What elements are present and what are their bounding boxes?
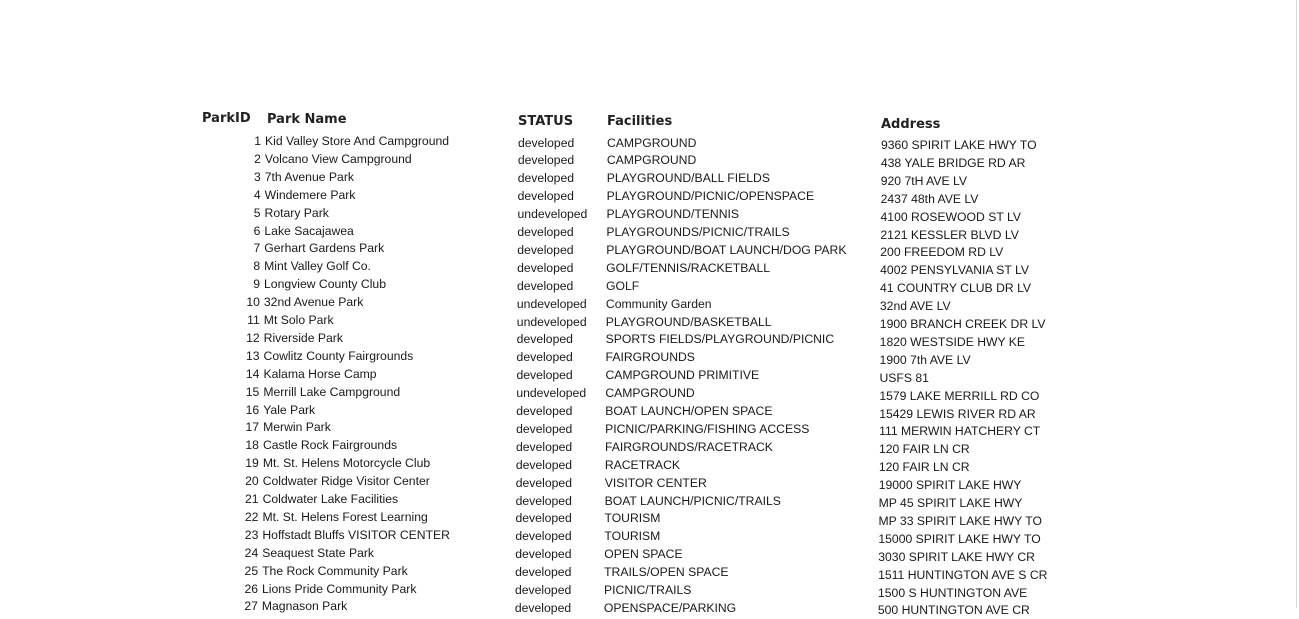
park-id-cell: 12 — [246, 330, 260, 345]
status-cell: undeveloped — [516, 296, 587, 311]
park-name-cell: Kid Valley Store And Campground — [265, 134, 450, 148]
park-name-cell: Lake Sacajawea — [264, 223, 354, 238]
park-id-cell: 11 — [247, 313, 260, 327]
park-id-cell: 21 — [245, 492, 259, 506]
table-row — [0, 222, 1299, 240]
table-row — [0, 275, 1299, 296]
address-cell: 120 FAIR LN CR — [878, 460, 970, 475]
table-row — [0, 597, 1299, 618]
facilities-cell: PICNIC/TRAILS — [604, 583, 692, 597]
address-cell: 500 HUNTINGTON AVE CR — [877, 603, 1030, 618]
facilities-cell: CAMPGROUND — [605, 386, 695, 401]
status-cell: developed — [516, 404, 573, 418]
park-name-cell: Rotary Park — [264, 205, 329, 220]
address-cell: 15429 LEWIS RIVER RD AR — [879, 406, 1036, 421]
status-cell: developed — [517, 260, 574, 275]
park-id-cell: 3 — [253, 169, 261, 184]
table-row — [0, 257, 1299, 278]
facilities-cell: FAIRGROUNDS — [605, 350, 695, 365]
status-cell: undeveloped — [517, 207, 588, 222]
address-cell: 438 YALE BRIDGE RD AR — [880, 155, 1026, 170]
facilities-cell: GOLF — [606, 278, 640, 293]
address-cell: 920 7tH AVE LV — [880, 173, 968, 188]
table-row — [0, 311, 1299, 329]
table-row — [0, 401, 1299, 419]
address-cell: 9360 SPIRIT LAKE HWY TO — [881, 138, 1037, 152]
address-cell: 120 FAIR LN CR — [878, 442, 970, 457]
facilities-cell: PICNIC/PARKING/FISHING ACCESS — [605, 421, 810, 436]
address-cell: MP 33 SPIRIT LAKE HWY TO — [878, 513, 1042, 528]
park-name-cell: Coldwater Lake Facilities — [262, 492, 399, 506]
table-row — [0, 239, 1299, 260]
table-row — [0, 436, 1299, 457]
facilities-cell: FAIRGROUNDS/RACETRACK — [604, 439, 773, 454]
table-row — [0, 472, 1299, 493]
park-name-cell: 32nd Avenue Park — [263, 295, 364, 310]
park-name-cell: Seaquest State Park — [262, 545, 375, 560]
status-cell: undeveloped — [516, 314, 587, 329]
status-cell: developed — [517, 225, 574, 239]
table-row — [0, 150, 1299, 168]
table-row — [0, 418, 1299, 439]
park-name-cell: The Rock Community Park — [262, 563, 408, 578]
park-id-cell: 4 — [253, 187, 261, 202]
status-cell: undeveloped — [516, 386, 587, 401]
facilities-cell: PLAYGROUNDS/PICNIC/TRAILS — [606, 225, 790, 239]
park-id-cell: 19 — [245, 456, 259, 471]
address-cell: 1820 WESTSIDE HWY KE — [879, 334, 1026, 349]
facilities-cell: CAMPGROUND — [606, 153, 697, 168]
status-cell: developed — [515, 511, 572, 526]
address-cell: 1579 LAKE MERRILL RD CO — [879, 388, 1040, 403]
facilities-cell: CAMPGROUND — [607, 135, 697, 150]
park-id-cell: 7 — [253, 241, 261, 256]
address-cell: 2121 KESSLER BLVD LV — [880, 227, 1019, 242]
park-name-cell: Windemere Park — [264, 187, 356, 202]
park-id-cell: 27 — [244, 599, 258, 614]
address-cell: 3030 SPIRIT LAKE HWY CR — [878, 549, 1035, 564]
address-cell: 15000 SPIRIT LAKE HWY TO — [878, 531, 1041, 546]
table-row — [0, 383, 1299, 401]
facilities-cell: TOURISM — [604, 511, 661, 526]
park-id-cell: 13 — [245, 348, 260, 363]
status-cell: developed — [516, 368, 573, 383]
status-cell: developed — [515, 475, 572, 490]
facilities-cell: RACETRACK — [604, 457, 680, 472]
facilities-cell: TRAILS/OPEN SPACE — [604, 565, 729, 580]
table-row — [0, 544, 1299, 562]
facilities-cell: GOLF/TENNIS/RACKETBALL — [606, 260, 771, 275]
header-address: Address — [881, 117, 941, 132]
facilities-cell: BOAT LAUNCH/OPEN SPACE — [605, 404, 773, 418]
park-id-cell: 14 — [245, 366, 260, 381]
table-row — [0, 508, 1299, 526]
address-cell: 1511 HUNTINGTON AVE S CR — [878, 567, 1048, 582]
park-name-cell: Mint Valley Golf Co. — [264, 259, 371, 274]
facilities-cell: PLAYGROUND/TENNIS — [606, 207, 740, 222]
park-name-cell: Mt Solo Park — [263, 313, 334, 327]
facilities-cell: SPORTS FIELDS/PLAYGROUND/PICNIC — [605, 332, 835, 347]
park-id-cell: 24 — [244, 545, 259, 560]
status-cell: developed — [517, 278, 574, 293]
park-name-cell: Magnason Park — [261, 599, 348, 614]
park-name-cell: Coldwater Ridge Visitor Center — [262, 474, 430, 489]
status-cell: developed — [515, 439, 573, 454]
park-name-cell: 7th Avenue Park — [264, 169, 354, 184]
park-id-cell: 1 — [254, 134, 261, 148]
park-id-cell: 15 — [245, 384, 260, 399]
table-row — [0, 526, 1299, 544]
park-name-cell: Merrill Lake Campground — [263, 384, 401, 399]
park-id-cell: 20 — [245, 474, 259, 489]
table-row — [0, 186, 1299, 204]
park-id-cell: 5 — [253, 205, 261, 220]
park-name-cell: Castle Rock Fairgrounds — [262, 438, 398, 453]
address-cell: 4002 PENSYLVANIA ST LV — [880, 263, 1029, 278]
park-name-cell: Riverside Park — [263, 330, 343, 345]
table-row — [0, 347, 1299, 365]
table-row — [0, 168, 1299, 186]
facilities-cell: PLAYGROUND/BALL FIELDS — [606, 171, 770, 186]
park-name-cell: Merwin Park — [263, 420, 331, 435]
facilities-cell: PLAYGROUND/BASKETBALL — [605, 314, 772, 329]
park-id-cell: 10 — [246, 295, 260, 310]
park-id-cell: 16 — [245, 402, 260, 417]
address-cell: USFS 81 — [879, 370, 929, 385]
facilities-cell: VISITOR CENTER — [604, 475, 707, 490]
park-id-cell: 26 — [244, 581, 258, 596]
park-name-cell: Yale Park — [263, 402, 316, 417]
park-id-cell: 18 — [245, 438, 259, 453]
facilities-cell: OPEN SPACE — [604, 547, 683, 562]
address-cell: 1900 7th AVE LV — [879, 352, 971, 367]
table-row — [0, 562, 1299, 580]
park-id-cell: 25 — [244, 563, 259, 578]
park-name-cell: Mt. St. Helens Forest Learning — [262, 509, 428, 524]
status-cell: developed — [517, 153, 575, 168]
address-cell: 1500 S HUNTINGTON AVE — [878, 585, 1028, 600]
park-name-cell: Lions Pride Community Park — [262, 581, 417, 596]
status-cell: developed — [516, 350, 573, 365]
park-name-cell: Gerhart Gardens Park — [264, 241, 385, 256]
address-cell: 4100 ROSEWOOD ST LV — [880, 209, 1021, 224]
park-name-cell: Longview County Club — [264, 277, 386, 292]
table-row — [0, 293, 1299, 314]
park-name-cell: Cowlitz County Fairgrounds — [263, 348, 414, 363]
address-cell: 2437 48th AVE LV — [880, 191, 979, 206]
park-name-cell: Mt. St. Helens Motorcycle Club — [262, 456, 431, 471]
address-cell: 32nd AVE LV — [879, 299, 951, 314]
header-status: STATUS — [518, 114, 574, 129]
park-id-cell: 23 — [244, 527, 259, 542]
address-cell: 41 COUNTRY CLUB DR LV — [880, 281, 1032, 296]
table-row — [0, 454, 1299, 475]
status-cell: developed — [518, 135, 575, 150]
status-cell: developed — [515, 583, 572, 597]
facilities-cell: CAMPGROUND PRIMITIVE — [605, 368, 760, 383]
table-row — [0, 204, 1299, 222]
status-cell: developed — [516, 332, 573, 347]
header-park-name: Park Name — [267, 112, 347, 127]
table-row — [0, 365, 1299, 383]
status-cell: developed — [514, 600, 572, 615]
facilities-cell: OPENSPACE/PARKING — [603, 600, 737, 615]
facilities-cell: PLAYGROUND/PICNIC/OPENSPACE — [606, 189, 815, 204]
header-facilities: Facilities — [607, 114, 673, 129]
status-cell: developed — [517, 242, 574, 257]
status-cell: developed — [515, 529, 572, 544]
park-id-cell: 2 — [254, 151, 261, 166]
table-row — [0, 580, 1299, 598]
park-name-cell: Hoffstadt Bluffs VISITOR CENTER — [262, 527, 450, 542]
status-cell: developed — [515, 565, 572, 580]
park-id-cell: 17 — [245, 420, 260, 435]
park-id-cell: 9 — [253, 277, 261, 292]
facilities-cell: TOURISM — [604, 529, 661, 544]
status-cell: developed — [517, 171, 574, 186]
status-cell: developed — [516, 421, 573, 436]
table-row — [0, 132, 1299, 150]
header-park-id: ParkID — [202, 111, 251, 126]
status-cell: developed — [515, 493, 572, 508]
address-cell: 19000 SPIRIT LAKE HWY — [878, 478, 1022, 493]
facilities-cell: Community Garden — [605, 296, 712, 311]
address-cell: 1900 BRANCH CREEK DR LV — [879, 317, 1046, 331]
facilities-cell: PLAYGROUND/BOAT LAUNCH/DOG PARK — [606, 242, 847, 257]
park-name-cell: Kalama Horse Camp — [263, 366, 377, 381]
status-cell: developed — [517, 189, 574, 204]
status-cell: developed — [515, 457, 573, 472]
table-row — [0, 490, 1299, 508]
address-cell: 200 FREEDOM RD LV — [880, 245, 1004, 260]
facilities-cell: BOAT LAUNCH/PICNIC/TRAILS — [604, 493, 781, 508]
park-id-cell: 6 — [253, 223, 261, 238]
status-cell: developed — [515, 547, 572, 562]
park-id-cell: 22 — [244, 509, 259, 524]
table-row — [0, 329, 1299, 347]
address-cell: 111 MERWIN HATCHERY CT — [879, 424, 1041, 439]
park-name-cell: Volcano View Campground — [264, 151, 412, 166]
park-id-cell: 8 — [253, 259, 261, 274]
address-cell: MP 45 SPIRIT LAKE HWY — [878, 496, 1023, 510]
